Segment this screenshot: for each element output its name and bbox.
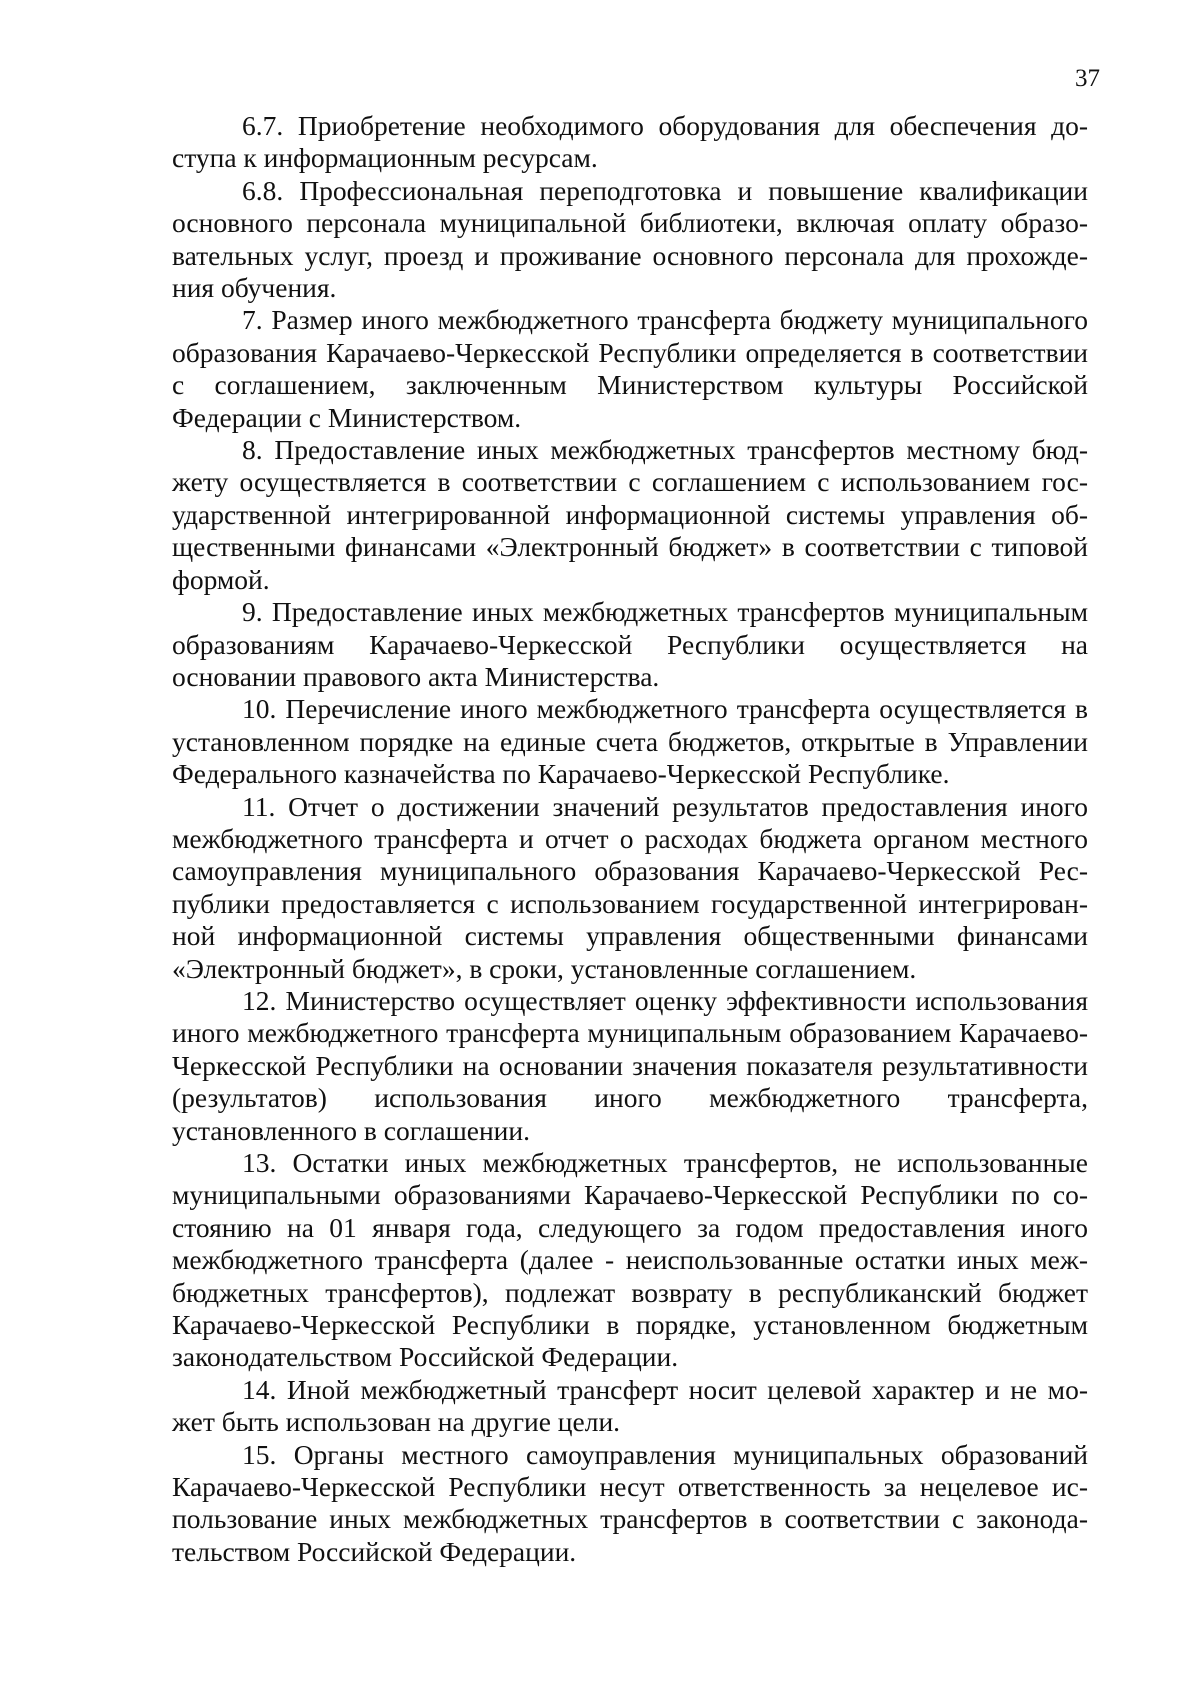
page-number: 37 [1075,65,1100,92]
paragraph-9: 9. Предоставление иных межбюджетных трансфертов муниципальным образованиям Карачаево-Черкесской Республики осуществляется на основании правового акта Министерства. [172,596,1088,692]
paragraph-7: 7. Размер иного межбюджетного трансферта бюджету муниципального образования Карачаево-Черкесской Республики определяется в соответствии с соглашением, заключенным Министерством культуры Российской Федерации с Министерством. [172,304,1088,433]
paragraph-13: 13. Остатки иных межбюджетных трансфертов, не использованные муниципальными образованиями Карачаево-Черкесской Республики по состоянию на 01 января года, следующего за годом предоставления иного межбюджетного трансферта (далее - неиспользованные остатки иных межбюджетных трансфертов), подлежат возврату в республиканский бюджет Карачаево-Черкесской Республики в порядке, установленном бюджетным законодательством Российской Федерации. [172,1147,1088,1373]
paragraph-6-8: 6.8. Профессиональная переподготовка и повышение квалификации основного персонала муниципальной библиотеки, включая оплату образовательных услуг, проезд и проживание основного персонала для прохождения обучения. [172,174,1088,304]
paragraph-14: 14. Иной межбюджетный трансферт носит целевой характер и не может быть использован на другие цели. [172,1373,1088,1438]
paragraph-11: 11. Отчет о достижении значений результатов предоставления иного межбюджетного трансферта и отчет о расходах бюджета органом местного самоуправления муниципального образования Карачаево-Черкесской Республики предоставляется с использованием государственной интегрированной информационной системы управления общественными финансами «Электронный бюджет», в сроки, установленные соглашением. [172,790,1088,984]
paragraph-6-7: 6.7. Приобретение необходимого оборудования для обеспечения доступа к информационным ресурсам. [172,110,1088,174]
document-body [172,110,1088,1568]
paragraph-15: 15. Органы местного самоуправления муниципальных образований Карачаево-Черкесской Республики несут ответственность за нецелевое использование иных межбюджетных трансфертов в соответствии с законодательством Российской Федерации. [172,1438,1088,1567]
paragraph-10: 10. Перечисление иного межбюджетного трансферта осуществляется в установленном порядке на единые счета бюджетов, открытые в Управлении Федерального казначейства по Карачаево-Черкесской Республике. [172,693,1088,790]
paragraph-8: 8. Предоставление иных межбюджетных трансфертов местному бюджету осуществляется в соответствии с соглашением с использованием государственной интегрированной информационной системы управления общественными финансами «Электронный бюджет» в соответствии с типовой формой. [172,434,1088,595]
paragraph-12: 12. Министерство осуществляет оценку эффективности использования иного межбюджетного трансферта муниципальным образованием Карачаево-Черкесской Республики на основании значения показателя результативности (результатов) использования иного межбюджетного трансферта, установленного в соглашении. [172,984,1088,1146]
